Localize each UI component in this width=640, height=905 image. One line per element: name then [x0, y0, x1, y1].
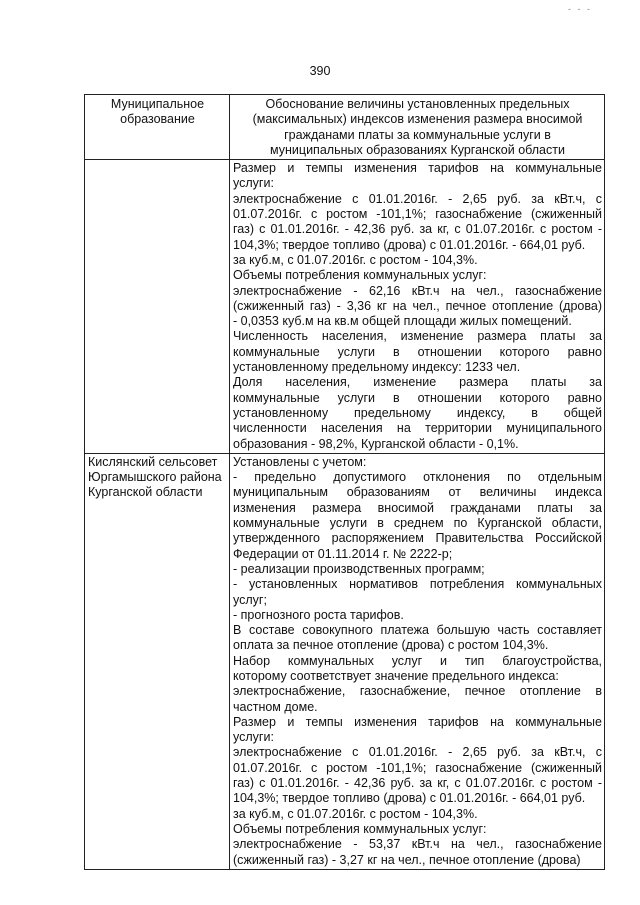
text-line: гражданами платы за коммунальные услуги в — [284, 127, 551, 142]
text-line: - реализации производственных программ; — [233, 561, 485, 576]
municipality-cell — [85, 160, 230, 454]
text-line: установленному предельному индексу, в общей — [233, 405, 602, 420]
municipality-cell — [85, 453, 230, 869]
header-justification — [230, 95, 605, 160]
text-line: газ) с 01.01.2016г. - 42,36 руб. за кг, с 01.07.2016г. с ростом - — [233, 776, 602, 791]
text-line: Курганской области — [88, 485, 203, 500]
text-line: (сжиженный газ) - 3,36 кг на чел., печное отопление (дрова) — [233, 298, 602, 313]
page-number: 390 — [309, 64, 331, 78]
text-line: Установлены с учетом: — [233, 454, 367, 469]
text-line: В составе совокупного платежа большую часть составляет — [233, 623, 602, 638]
text-line: услуги: — [233, 176, 274, 191]
corner-mark: - - - — [568, 4, 592, 14]
text-line: Объемы потребления коммунальных услуг: — [233, 821, 487, 836]
text-line: электроснабжение - 62,16 кВт.ч на чел., газоснабжение — [233, 283, 602, 298]
text-line: образование — [120, 112, 195, 127]
text-line: Доля населения, изменение размера платы за — [233, 375, 602, 390]
text-line: коммунальные услуги в отношении которого равно — [233, 390, 602, 405]
text-line: изменения размера вносимой гражданами платы за — [233, 500, 602, 515]
text-line: которому соответствует значение предельного индекса: — [233, 668, 559, 683]
text-line: Размер и темпы изменения тарифов на коммунальные — [233, 161, 602, 176]
table-row — [85, 160, 605, 454]
text-line: - предельно допустимого отклонения по отдельным — [233, 470, 602, 485]
text-line: муниципальных образованиях Курганской области — [270, 142, 565, 157]
text-line: Объемы потребления коммунальных услуг: — [233, 268, 487, 283]
text-line: муниципальным образованиям от величины индекса — [233, 485, 602, 500]
text-line: электроснабжение, газоснабжение, печное отопление в — [233, 684, 602, 699]
text-line: услуг; — [233, 592, 267, 607]
text-line: утвержденного распоряжением Правительства Российской — [233, 531, 602, 546]
text-line: частном доме. — [233, 699, 318, 714]
text-line: газ) с 01.01.2016г. - 42,36 руб. за кг, с 01.07.2016г. с ростом - — [233, 222, 602, 237]
text-line: коммунальные услуги в отношении которого равно — [233, 344, 602, 359]
municipal-index-table — [84, 94, 605, 870]
text-line: Муниципальное — [110, 97, 205, 111]
text-line: электроснабжение с 01.01.2016г. - 2,65 руб. за кВт.ч, с — [233, 191, 602, 206]
text-line: 01.07.2016г. с ростом -101,1%; газоснабжение (сжиженный — [233, 760, 602, 775]
justification-cell — [230, 453, 605, 869]
text-line: - прогнозного роста тарифов. — [233, 607, 404, 622]
text-line: Федерации от 01.11.2014 г. № 2222-р; — [233, 546, 453, 561]
table-header-row — [85, 95, 605, 160]
justification-cell — [230, 160, 605, 454]
text-line: электроснабжение с 01.01.2016г. - 2,65 руб. за кВт.ч, с — [233, 745, 602, 760]
text-line: Обоснование величины установленных предельных — [265, 97, 570, 111]
text-line: за куб.м, с 01.07.2016г. с ростом - 104,3%. — [233, 806, 478, 821]
text-line: Юргамышского района — [88, 470, 222, 485]
text-line: 104,3%; твердое топливо (дрова) с 01.01.2016г. - 664,01 руб. — [233, 791, 586, 806]
text-line: оплата за печное отопление (дрова) с ростом 104,3%. — [233, 638, 549, 653]
header-municipality — [85, 95, 230, 160]
text-line: (сжиженный газ) - 3,27 кг на чел., печное отопление (дрова) — [233, 852, 581, 867]
text-line: - 0,0353 куб.м на кв.м общей площади жилых помещений. — [233, 314, 572, 329]
text-line: (максимальных) индексов изменения размера вносимой — [252, 112, 583, 127]
text-line: образования - 98,2%, Курганской области - 0,1%. — [233, 436, 519, 451]
text-line: Кислянский сельсовет — [88, 454, 218, 469]
text-line: за куб.м, с 01.07.2016г. с ростом - 104,3%. — [233, 252, 478, 267]
text-line: - установленных нормативов потребления коммунальных — [233, 577, 602, 592]
text-line: Численность населения, изменение размера платы за — [233, 329, 602, 344]
text-line: коммунальные услуги в среднем по Курганской области, — [233, 516, 602, 531]
text-line: электроснабжение - 53,37 кВт.ч на чел., газоснабжение — [233, 837, 602, 852]
text-line: 01.07.2016г. с ростом -101,1%; газоснабжение (сжиженный — [233, 207, 602, 222]
text-line: установленному предельному индексу: 1233 чел. — [233, 360, 521, 375]
text-line: численности населения на территории муниципального — [233, 421, 602, 436]
text-line: Набор коммунальных услуг и тип благоустройства, — [233, 653, 602, 668]
text-line: услуги: — [233, 730, 274, 745]
text-line: Размер и темпы изменения тарифов на коммунальные — [233, 714, 602, 729]
text-line: 104,3%; твердое топливо (дрова) с 01.01.2016г. - 664,01 руб. — [233, 237, 586, 252]
table-row — [85, 453, 605, 869]
